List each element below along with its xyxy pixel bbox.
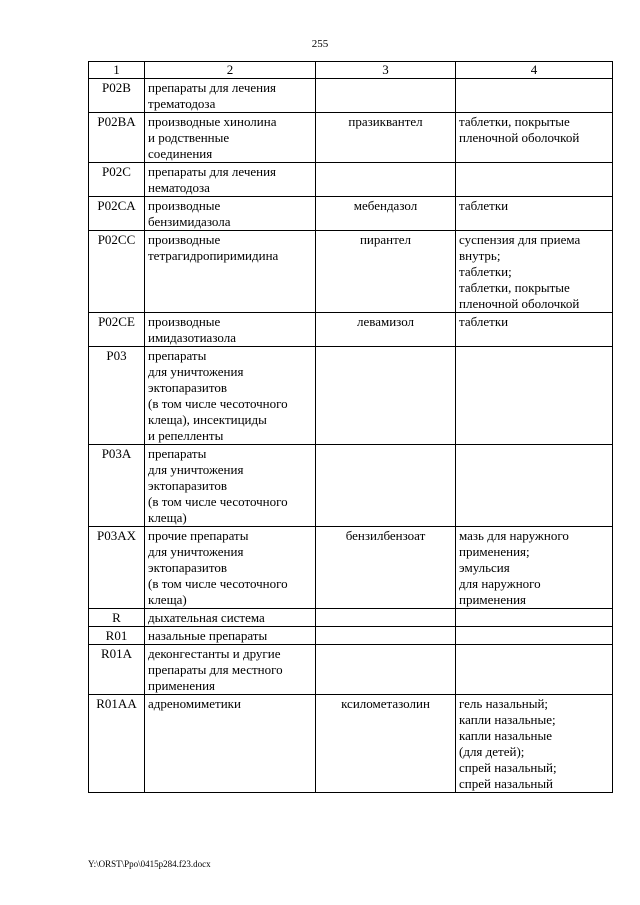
- atc-code-cell: R01A: [89, 645, 145, 695]
- anatomical-group-cell: препараты для уничтожения эктопаразитов (в том числе чесоточного клеща), инсектициды и репелленты: [145, 347, 316, 445]
- column-header-3: 3: [316, 62, 456, 79]
- table-row: [89, 609, 613, 627]
- anatomical-group-cell: производные тетрагидропиримидина: [145, 231, 316, 313]
- drug-name-cell: [316, 627, 456, 645]
- table-row: [89, 79, 613, 113]
- atc-code-cell: P02B: [89, 79, 145, 113]
- drug-name-cell: празиквантел: [316, 113, 456, 163]
- table-header-row: [89, 62, 613, 79]
- atc-code-cell: P02C: [89, 163, 145, 197]
- atc-code-cell: P02BA: [89, 113, 145, 163]
- dosage-form-cell: [456, 163, 613, 197]
- table-row: [89, 113, 613, 163]
- column-header-4: 4: [456, 62, 613, 79]
- drug-classification-table-container: [88, 61, 613, 793]
- anatomical-group-cell: препараты для лечения нематодоза: [145, 163, 316, 197]
- table-row: [89, 231, 613, 313]
- atc-code-cell: R01AA: [89, 695, 145, 793]
- anatomical-group-cell: производные бензимидазола: [145, 197, 316, 231]
- table-row: [89, 163, 613, 197]
- drug-name-cell: [316, 645, 456, 695]
- page-number: 255: [311, 38, 329, 50]
- drug-name-cell: [316, 609, 456, 627]
- dosage-form-cell: [456, 609, 613, 627]
- table-row: [89, 627, 613, 645]
- dosage-form-cell: таблетки, покрытые пленочной оболочкой: [456, 113, 613, 163]
- table-row: [89, 197, 613, 231]
- atc-code-cell: R01: [89, 627, 145, 645]
- dosage-form-cell: мазь для наружного применения; эмульсия для наружного применения: [456, 527, 613, 609]
- dosage-form-cell: [456, 347, 613, 445]
- table-row: [89, 527, 613, 609]
- dosage-form-cell: таблетки: [456, 313, 613, 347]
- atc-code-cell: P03: [89, 347, 145, 445]
- atc-code-cell: P02CC: [89, 231, 145, 313]
- table-row: [89, 445, 613, 527]
- anatomical-group-cell: производные хинолина и родственные соединения: [145, 113, 316, 163]
- anatomical-group-cell: препараты для лечения трематодоза: [145, 79, 316, 113]
- drug-name-cell: [316, 445, 456, 527]
- dosage-form-cell: [456, 79, 613, 113]
- document-file-path: Y:\ORST\Ppo\0415p284.f23.docx: [88, 859, 211, 869]
- atc-code-cell: P02CA: [89, 197, 145, 231]
- dosage-form-cell: [456, 627, 613, 645]
- drug-name-cell: [316, 163, 456, 197]
- dosage-form-cell: [456, 645, 613, 695]
- anatomical-group-cell: деконгестанты и другие препараты для местного применения: [145, 645, 316, 695]
- anatomical-group-cell: адреномиметики: [145, 695, 316, 793]
- atc-code-cell: P03AX: [89, 527, 145, 609]
- drug-name-cell: [316, 347, 456, 445]
- table-row: [89, 645, 613, 695]
- atc-code-cell: R: [89, 609, 145, 627]
- column-header-2: 2: [145, 62, 316, 79]
- atc-code-cell: P02CE: [89, 313, 145, 347]
- anatomical-group-cell: препараты для уничтожения эктопаразитов (в том числе чесоточного клеща): [145, 445, 316, 527]
- drug-name-cell: бензилбензоат: [316, 527, 456, 609]
- atc-code-cell: P03A: [89, 445, 145, 527]
- anatomical-group-cell: прочие препараты для уничтожения эктопаразитов (в том числе чесоточного клеща): [145, 527, 316, 609]
- drug-name-cell: [316, 79, 456, 113]
- anatomical-group-cell: дыхательная система: [145, 609, 316, 627]
- dosage-form-cell: гель назальный; капли назальные; капли назальные (для детей); спрей назальный; спрей назальный: [456, 695, 613, 793]
- dosage-form-cell: суспензия для приема внутрь; таблетки; таблетки, покрытые пленочной оболочкой: [456, 231, 613, 313]
- drug-name-cell: левамизол: [316, 313, 456, 347]
- dosage-form-cell: таблетки: [456, 197, 613, 231]
- drug-name-cell: пирантел: [316, 231, 456, 313]
- dosage-form-cell: [456, 445, 613, 527]
- drug-name-cell: ксилометазолин: [316, 695, 456, 793]
- table-row: [89, 695, 613, 793]
- table-row: [89, 313, 613, 347]
- table-row: [89, 347, 613, 445]
- drug-classification-table: [88, 61, 613, 793]
- drug-name-cell: мебендазол: [316, 197, 456, 231]
- column-header-1: 1: [89, 62, 145, 79]
- anatomical-group-cell: производные имидазотиазола: [145, 313, 316, 347]
- anatomical-group-cell: назальные препараты: [145, 627, 316, 645]
